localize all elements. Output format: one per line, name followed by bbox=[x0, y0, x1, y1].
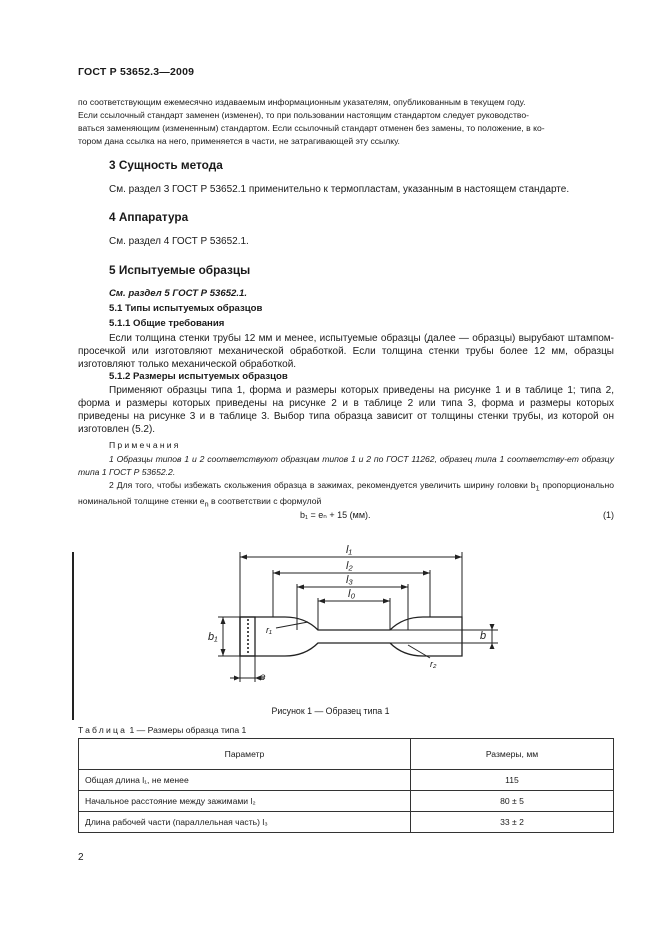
notes-label: Примечания bbox=[109, 440, 181, 450]
intro-line-2: Если ссылочный стандарт заменен (изменен), то при пользовании настоящим стандартом следует руководство- bbox=[78, 110, 529, 120]
table-caption-prefix: Таблица bbox=[78, 725, 128, 735]
intro-line-1: по соответствующим ежемесячно издаваемым информационным указателям, опубликованным в текущем году. bbox=[78, 97, 526, 107]
label-l2: l₂ bbox=[346, 560, 353, 572]
table-cell-value: 115 bbox=[411, 770, 614, 791]
section-3-title: 3 Сущность метода bbox=[109, 158, 223, 172]
formula-1: b₁ = eₙ + 15 (мм). bbox=[300, 510, 371, 520]
formula-1-number: (1) bbox=[603, 510, 614, 520]
table-row bbox=[79, 770, 614, 791]
subsection-5-1-1-text: Если толщина стенки трубы 12 мм и менее, испытуемые образцы (далее — образцы) вырубают штампом-просечкой или изготовляют механической обработкой. Если толщина стенки трубы более 12 мм, образцы изготовляют только механической обработкой. bbox=[78, 333, 614, 370]
table-1-caption bbox=[78, 725, 246, 735]
document-header: ГОСТ Р 53652.3—2009 bbox=[78, 66, 195, 78]
label-r1: r₁ bbox=[266, 625, 272, 635]
label-r2: r₂ bbox=[430, 659, 437, 669]
subsection-5-1-2-title: 5.1.2 Размеры испытуемых образцов bbox=[109, 371, 288, 382]
table-header-row bbox=[79, 739, 614, 770]
specimen-outline bbox=[240, 617, 462, 656]
label-b1: b₁ bbox=[208, 631, 218, 643]
table-header-param: Параметр bbox=[79, 739, 411, 770]
note-1: 1 Образцы типов 1 и 2 соответствуют образцам типов 1 и 2 по ГОСТ 11262, образец типа 1 соответству-ет образцу типа 1 ГОСТ Р 53652.2. bbox=[78, 454, 614, 477]
table-cell-param: Длина рабочей части (параллельная часть) l₃ bbox=[79, 812, 411, 833]
note-2: 2 Для того, чтобы избежать скольжения образца в зажимах, рекомендуется увеличить ширину головки $b_1$ пропорционально номинальной толщине стенки $e_n$ в соответствии с формулой bbox=[78, 480, 615, 510]
figure-1-caption: Рисунок 1 — Образец типа 1 bbox=[271, 706, 390, 716]
section-3-text: См. раздел 3 ГОСТ Р 53652.1 применительно к термопластам, указанным в настоящем стандарте. bbox=[109, 184, 570, 195]
label-l0: l₀ bbox=[348, 588, 356, 600]
table-cell-value: 33 ± 2 bbox=[411, 812, 614, 833]
table-header-value: Размеры, мм bbox=[411, 739, 614, 770]
intro-line-3: ваться заменяющим (измененным) стандартом. Если ссылочный стандарт отменен без замены, то положение, в ко- bbox=[78, 123, 545, 133]
subsection-5-1-2-text: Применяют образцы типа 1, форма и размеры которых приведены на рисунке 1 и в таблице 1; типа 2, форма и размеры которых приведены на рисунке 2 и в таблице 2 или типа 3, форма и размеры которых приведены на рисунке 3 и в таблице 3. Выбор типа образца зависит от толщины стенки трубы, из которой он изготовлен (5.2). bbox=[78, 385, 614, 435]
table-cell-param: Общая длина l₁, не менее bbox=[79, 770, 411, 791]
label-e: e bbox=[260, 672, 266, 683]
note-2-sub-1: 1 bbox=[535, 484, 540, 493]
section-5-title: 5 Испытуемые образцы bbox=[109, 263, 251, 277]
subsection-5-1-1-title: 5.1.1 Общие требования bbox=[109, 318, 225, 329]
section-5-see: См. раздел 5 ГОСТ Р 53652.1. bbox=[109, 288, 248, 299]
label-l3: l₃ bbox=[346, 574, 353, 586]
table-cell-value: 80 ± 5 bbox=[411, 791, 614, 812]
figure-1-drawing bbox=[180, 540, 510, 690]
table-row bbox=[79, 791, 614, 812]
table-caption-rest: 1 — Размеры образца типа 1 bbox=[127, 725, 247, 735]
margin-change-bar bbox=[72, 552, 74, 720]
section-4-text: См. раздел 4 ГОСТ Р 53652.1. bbox=[109, 236, 249, 247]
table-row bbox=[79, 812, 614, 833]
table-1 bbox=[78, 738, 614, 833]
intro-line-4: тором дана ссылка на него, применяется в части, не затрагивающей эту ссылку. bbox=[78, 136, 400, 146]
section-4-title: 4 Аппаратура bbox=[109, 210, 189, 224]
note-2-sub-2: n bbox=[204, 501, 209, 510]
label-b: b bbox=[480, 630, 487, 642]
label-l1: l₁ bbox=[346, 544, 352, 556]
page-number: 2 bbox=[78, 852, 84, 863]
table-cell-param: Начальное расстояние между зажимами l₂ bbox=[79, 791, 411, 812]
subsection-5-1-title: 5.1 Типы испытуемых образцов bbox=[109, 303, 263, 314]
